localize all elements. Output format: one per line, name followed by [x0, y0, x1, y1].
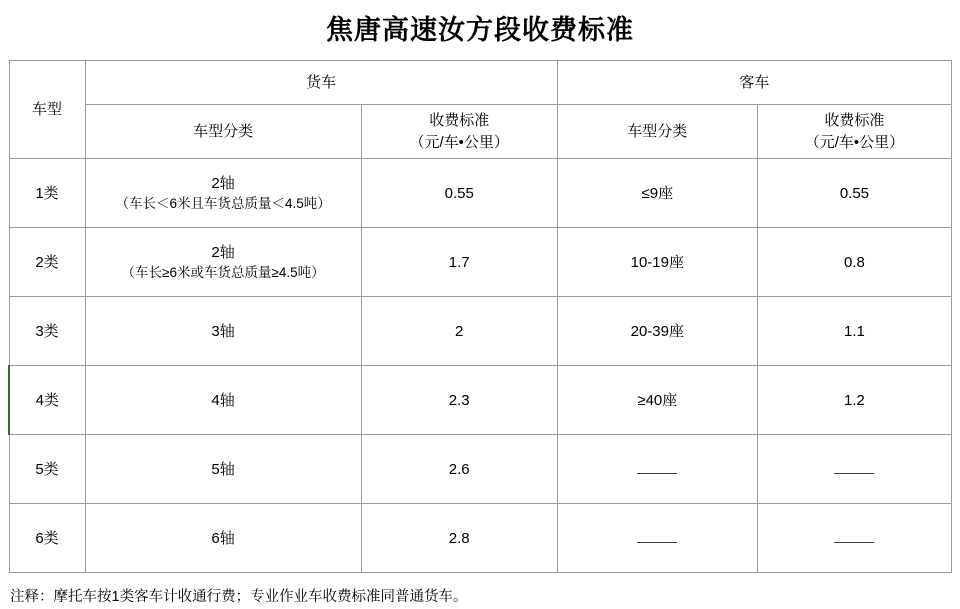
- header-group-bus: 客车: [557, 61, 951, 105]
- cell-truck-fee: 2: [361, 297, 557, 366]
- header-bus-class: 车型分类: [557, 105, 757, 159]
- cell-bus-class: [557, 504, 757, 573]
- header-group-truck: 货车: [85, 61, 557, 105]
- cell-bus-fee: [757, 504, 951, 573]
- empty-dash: [834, 534, 874, 543]
- truck-class-note: （车长≥6米或车货总质量≥4.5吨）: [121, 265, 325, 281]
- cell-bus-fee: 1.1: [757, 297, 951, 366]
- header-truck-fee: [361, 105, 557, 159]
- cell-truck-class: [85, 366, 361, 435]
- truck-class-main: 4轴: [211, 391, 235, 409]
- header-bus-fee-line1: 收费标准: [824, 112, 885, 130]
- cell-bus-class: [557, 435, 757, 504]
- header-truck-class: 车型分类: [85, 105, 361, 159]
- cell-truck-class: [85, 297, 361, 366]
- cell-truck-fee: 2.8: [361, 504, 557, 573]
- header-bus-fee-line2: （元/车•公里）: [804, 133, 905, 151]
- cell-truck-class: [85, 159, 361, 228]
- cell-bus-fee: 0.8: [757, 228, 951, 297]
- cell-truck-class: [85, 228, 361, 297]
- cell-bus-fee: [757, 435, 951, 504]
- truck-class-note: （车长＜6米且车货总质量＜4.5吨）: [115, 196, 331, 212]
- empty-dash: [637, 534, 677, 543]
- cell-vehicle-type: 6类: [9, 504, 85, 573]
- cell-truck-fee: 2.6: [361, 435, 557, 504]
- truck-class-main: 2轴: [211, 243, 235, 261]
- truck-class-main: 3轴: [211, 322, 235, 340]
- truck-class-main: 2轴: [211, 174, 235, 192]
- cell-bus-fee: 0.55: [757, 159, 951, 228]
- toll-fee-table: [8, 60, 952, 573]
- cell-vehicle-type: 1类: [9, 159, 85, 228]
- cell-vehicle-type: 5类: [9, 435, 85, 504]
- header-vehicle-type: 车型: [9, 61, 85, 159]
- footnote: 注释：摩托车按1类客车计收通行费；专业作业车收费标准同普通货车。: [10, 589, 468, 606]
- table-row: [9, 366, 952, 435]
- truck-class-main: 6轴: [211, 529, 235, 547]
- table-row: [9, 159, 952, 228]
- cell-truck-fee: 1.7: [361, 228, 557, 297]
- cell-truck-fee: 0.55: [361, 159, 557, 228]
- table-header-group-row: [9, 61, 952, 105]
- table-row: [9, 297, 952, 366]
- cell-vehicle-type: 3类: [9, 297, 85, 366]
- cell-vehicle-type: 4类: [9, 366, 85, 435]
- empty-dash: [637, 465, 677, 474]
- cell-bus-class: 20-39座: [557, 297, 757, 366]
- table-header-sub-row: [9, 105, 952, 159]
- header-bus-fee: [757, 105, 951, 159]
- table-row: [9, 228, 952, 297]
- cell-truck-fee: 2.3: [361, 366, 557, 435]
- cell-truck-class: [85, 504, 361, 573]
- truck-class-main: 5轴: [211, 460, 235, 478]
- cell-bus-class: 10-19座: [557, 228, 757, 297]
- cell-bus-class: ≥40座: [557, 366, 757, 435]
- cell-bus-class: ≤9座: [557, 159, 757, 228]
- header-truck-fee-line2: （元/车•公里）: [409, 133, 509, 151]
- header-truck-fee-line1: 收费标准: [429, 112, 490, 130]
- cell-truck-class: [85, 435, 361, 504]
- cell-bus-fee: 1.2: [757, 366, 951, 435]
- page-title: 焦唐高速汝方段收费标准: [326, 15, 634, 45]
- table-row: [9, 435, 952, 504]
- empty-dash: [834, 465, 874, 474]
- cell-vehicle-type: 2类: [9, 228, 85, 297]
- table-row: [9, 504, 952, 573]
